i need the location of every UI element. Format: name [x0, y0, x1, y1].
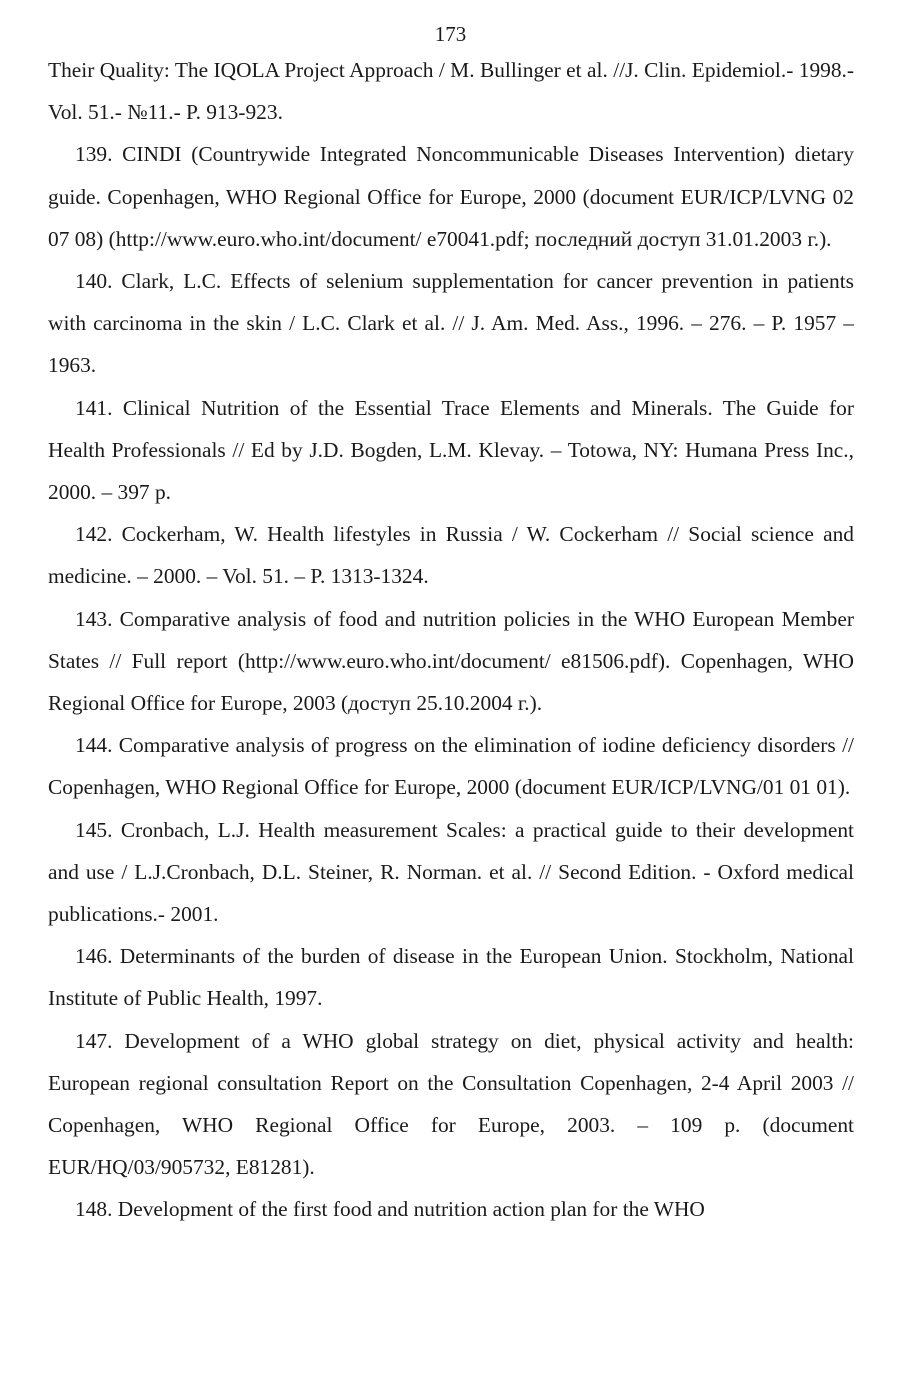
reference-list: [48, 49, 854, 1231]
reference-item-148: 148. Development of the first food and nutrition action plan for the WHO: [75, 1197, 705, 1222]
page-number: 173: [434, 22, 467, 46]
reference-item-143: 143. Comparative analysis of food and nutrition policies in the WHO European Member States // Full report (http://www.euro.who.int/document/ e81506.pdf). Copenhagen, WHO Regional Office for Europe, 2003 (доступ 25.10.2004 г.).: [48, 606, 854, 716]
reference-item-145: 145. Cronbach, L.J. Health measurement Scales: a practical guide to their development and use / L.J.Cronbach, D.L. Steiner, R. Norman. et al. // Second Edition. - Oxford medical publications.- 2001.: [48, 817, 854, 927]
reference-item-144: 144. Comparative analysis of progress on the elimination of iodine deficiency disorders // Copenhagen, WHO Regional Office for Europe, 2000 (document EUR/ICP/LVNG/01 01 01).: [48, 733, 854, 800]
reference-item-146: 146. Determinants of the burden of disease in the European Union. Stockholm, National Institute of Public Health, 1997.: [48, 944, 854, 1011]
reference-item-140: 140. Clark, L.C. Effects of selenium supplementation for cancer prevention in patients with carcinoma in the skin / L.C. Clark et al. // J. Am. Med. Ass., 1996. – 276. – P. 1957 – 1963.: [48, 269, 854, 378]
reference-item-141: 141. Clinical Nutrition of the Essential Trace Elements and Minerals. The Guide for Health Professionals // Ed by J.D. Bogden, L.M. Klevay. – Totowa, NY: Humana Press Inc., 2000. – 397 p.: [48, 395, 854, 505]
reference-item-142: 142. Cockerham, W. Health lifestyles in Russia / W. Cockerham // Social science and medicine. – 2000. – Vol. 51. – P. 1313-1324.: [48, 522, 854, 589]
reference-item-139: 139. CINDI (Countrywide Integrated Noncommunicable Diseases Intervention) dietary guide. Copenhagen, WHO Regional Office for Europe, 2000 (document EUR/ICP/LVNG 02 07 08) (http://www.euro.who.int/document/ e70041.pdf; последний доступ 31.01.2003 г.).: [48, 142, 854, 251]
reference-continuation: Their Quality: The IQOLA Project Approach / M. Bullinger et al. //J. Clin. Epidemiol.- 1998.- Vol. 51.- №11.- P. 913-923.: [48, 58, 854, 125]
reference-item-147: 147. Development of a WHO global strategy on diet, physical activity and health: European regional consultation Report on the Consultation Copenhagen, 2-4 April 2003 // Copenhagen, WHO Regional Office for Europe, 2003. – 109 p. (document EUR/HQ/03/905732, E81281).: [48, 1028, 854, 1180]
